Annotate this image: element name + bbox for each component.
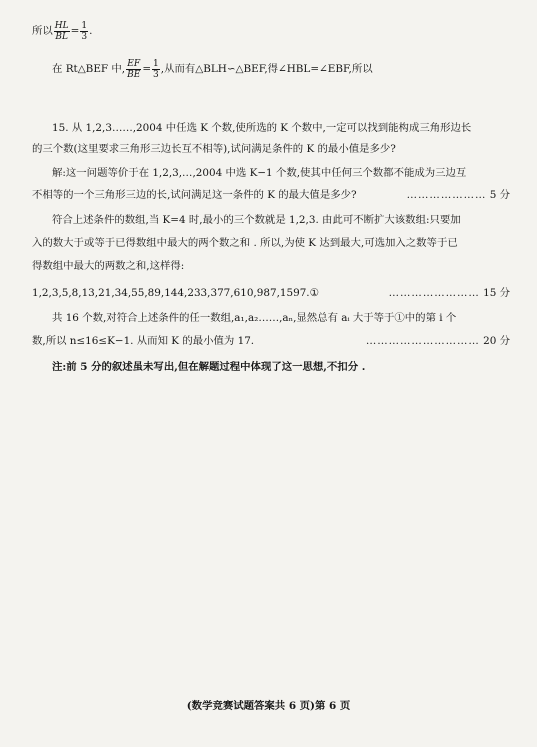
frac-denominator: 3	[81, 31, 88, 42]
fraction-ef-be	[126, 59, 141, 80]
question-15-line-1: 15. 从 1,2,3……,2004 中任选 K 个数,使所选的 K 个数中,一定可以找到能构成三角形边长	[52, 122, 472, 134]
score-label: 20 分	[483, 335, 510, 347]
frac-numerator: HL	[54, 20, 69, 31]
fibonacci-like-sequence: 1,2,3,5,8,13,21,34,55,89,144,233,377,610,987,1597.①	[32, 287, 319, 299]
line2-post: ,从而有△BLH∽△BEF,得∠HBL=∠EBF,所以	[160, 63, 373, 75]
line-hl-bl-ratio	[32, 20, 510, 42]
score-15	[386, 286, 510, 300]
frac-denominator: BL	[55, 31, 68, 42]
fraction-one-third	[80, 21, 88, 42]
grading-note: 注:前 5 分的叙述虽未写出,但在解题过程中体现了这一思想,不扣分 .	[52, 361, 366, 373]
solution-line-5: 得数组中最大的两数之和,这样得:	[32, 260, 185, 272]
equals-sign: =	[70, 25, 80, 37]
equals-sign: =	[142, 63, 152, 75]
line1-pre: 所以	[32, 25, 53, 37]
frac-numerator: 1	[81, 20, 88, 31]
frac-numerator: 1	[153, 58, 159, 69]
solution-line-8-text: 数,所以 n≤16≤K−1. 从而知 K 的最小值为 17.	[32, 335, 255, 347]
solution-line-8	[32, 334, 510, 348]
score-label: 5 分	[489, 189, 510, 201]
frac-numerator: EF	[127, 58, 141, 69]
score-5	[404, 188, 510, 202]
line2-pre: 在 Rt△BEF 中,	[52, 63, 126, 75]
frac-denominator: BE	[127, 69, 141, 80]
question-15-line-2: 的三个数(这里要求三角形三边长互不相等),试问满足条件的 K 的最小值是多少?	[32, 143, 396, 155]
fraction-one-third	[152, 59, 160, 80]
solution-line-3: 符合上述条件的数组,当 K=4 时,最小的三个数就是 1,2,3. 由此可不断扩大该数组:只要加	[52, 214, 461, 226]
line-rt-triangle	[52, 58, 510, 80]
score-20-b	[363, 334, 510, 348]
page-footer: (数学竞赛试题答案共 6 页)第 6 页	[186, 700, 351, 712]
score-label: 15 分	[483, 287, 510, 299]
solution-line-7: 共 16 个数,对符合上述条件的任一数组,a₁,a₂……,aₙ,显然总有 aᵢ 大于等于①中的第 i 个	[52, 312, 457, 324]
solution-line-2	[32, 188, 510, 202]
frac-denominator: 3	[153, 69, 159, 80]
leader-dots: …………………	[406, 189, 487, 201]
solution-line-4: 入的数大于或等于已得数组中最大的两个数之和 . 所以,为使 K 达到最大,可选加入之数等于已	[32, 237, 458, 249]
solution-line-2-text: 不相等的一个三角形三边的长,试问满足这一条件的 K 的最大值是多少?	[32, 189, 357, 201]
fraction-hl-bl	[54, 21, 70, 42]
solution-line-1: 解:这一问题等价于在 1,2,3,…,2004 中选 K−1 个数,使其中任何三个数都不能成为三边互	[52, 167, 467, 179]
solution-sequence-line	[32, 286, 510, 300]
line1-post: .	[89, 25, 93, 37]
leader-dots: …………………………	[365, 335, 480, 347]
leader-dots: ……………………	[388, 287, 480, 299]
